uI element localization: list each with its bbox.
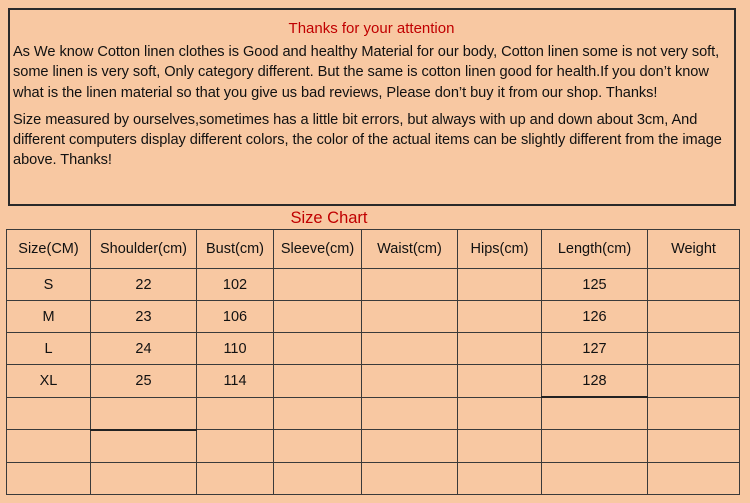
size-chart-title: Size Chart	[290, 209, 368, 227]
cell-waist	[362, 365, 458, 398]
size-chart-table	[6, 229, 740, 495]
cell-bust	[197, 462, 274, 494]
cell-size: S	[7, 269, 91, 301]
cell-shoulder	[91, 430, 197, 463]
table-row	[7, 462, 740, 494]
cell-length	[542, 462, 648, 494]
cell-sleeve	[274, 397, 362, 430]
cell-sleeve	[274, 430, 362, 463]
notice-title: Thanks for your attention	[288, 20, 455, 37]
cell-hips	[458, 462, 542, 494]
cell-sleeve	[274, 333, 362, 365]
cell-bust: 110	[197, 333, 274, 365]
cell-length: 128	[542, 365, 648, 398]
cell-weight	[648, 365, 740, 398]
table-row	[7, 301, 740, 333]
notice-paragraph-1: As We know Cotton linen clothes is Good and healthy Material for our body, Cotton linen some is not very soft, some linen is very soft, Only category different. But the same is cotton linen good for health.If you don’t know what is the linen material so that you give us bad reviews, Please don’t buy it from our shop. Thanks!	[13, 44, 720, 101]
cell-shoulder	[91, 462, 197, 494]
notice-paragraph-2: Size measured by ourselves,sometimes has a little bit errors, but always with up and down about 3cm, And different computers display different colors, the color of the actual items can be slightly different from the image above. Thanks!	[13, 111, 722, 169]
cell-bust: 106	[197, 301, 274, 333]
cell-weight	[648, 301, 740, 333]
cell-hips	[458, 397, 542, 430]
header-length: Length(cm)	[542, 230, 648, 269]
header-shoulder: Shoulder(cm)	[91, 230, 197, 269]
cell-size: L	[7, 333, 91, 365]
cell-length	[542, 430, 648, 463]
cell-shoulder: 23	[91, 301, 197, 333]
cell-weight	[648, 333, 740, 365]
cell-hips	[458, 333, 542, 365]
cell-bust: 102	[197, 269, 274, 301]
cell-bust	[197, 430, 274, 463]
cell-bust: 114	[197, 365, 274, 398]
table-row	[7, 397, 740, 430]
cell-size: XL	[7, 365, 91, 398]
cell-weight	[648, 462, 740, 494]
cell-sleeve	[274, 269, 362, 301]
header-bust: Bust(cm)	[197, 230, 274, 269]
header-sleeve: Sleeve(cm)	[274, 230, 362, 269]
cell-shoulder: 22	[91, 269, 197, 301]
cell-sleeve	[274, 365, 362, 398]
cell-length: 127	[542, 333, 648, 365]
cell-shoulder: 25	[91, 365, 197, 398]
table-row	[7, 430, 740, 463]
cell-hips	[458, 365, 542, 398]
size-table-body	[7, 269, 740, 495]
cell-length	[542, 397, 648, 430]
cell-length: 125	[542, 269, 648, 301]
table-row	[7, 269, 740, 301]
cell-shoulder: 24	[91, 333, 197, 365]
cell-sleeve	[274, 462, 362, 494]
header-hips: Hips(cm)	[458, 230, 542, 269]
cell-length: 126	[542, 301, 648, 333]
table-header-row	[7, 230, 740, 269]
header-size: Size(CM)	[7, 230, 91, 269]
cell-weight	[648, 430, 740, 463]
cell-size	[7, 430, 91, 463]
header-waist: Waist(cm)	[362, 230, 458, 269]
table-row	[7, 365, 740, 398]
cell-hips	[458, 301, 542, 333]
cell-size	[7, 397, 91, 430]
cell-weight	[648, 269, 740, 301]
cell-waist	[362, 397, 458, 430]
cell-waist	[362, 269, 458, 301]
header-weight: Weight	[648, 230, 740, 269]
cell-waist	[362, 333, 458, 365]
cell-weight	[648, 397, 740, 430]
notice-box	[8, 8, 736, 206]
cell-sleeve	[274, 301, 362, 333]
cell-hips	[458, 430, 542, 463]
table-row	[7, 333, 740, 365]
cell-size: M	[7, 301, 91, 333]
cell-waist	[362, 301, 458, 333]
cell-hips	[458, 269, 542, 301]
cell-shoulder	[91, 397, 197, 430]
cell-bust	[197, 397, 274, 430]
cell-size	[7, 462, 91, 494]
cell-waist	[362, 430, 458, 463]
cell-waist	[362, 462, 458, 494]
